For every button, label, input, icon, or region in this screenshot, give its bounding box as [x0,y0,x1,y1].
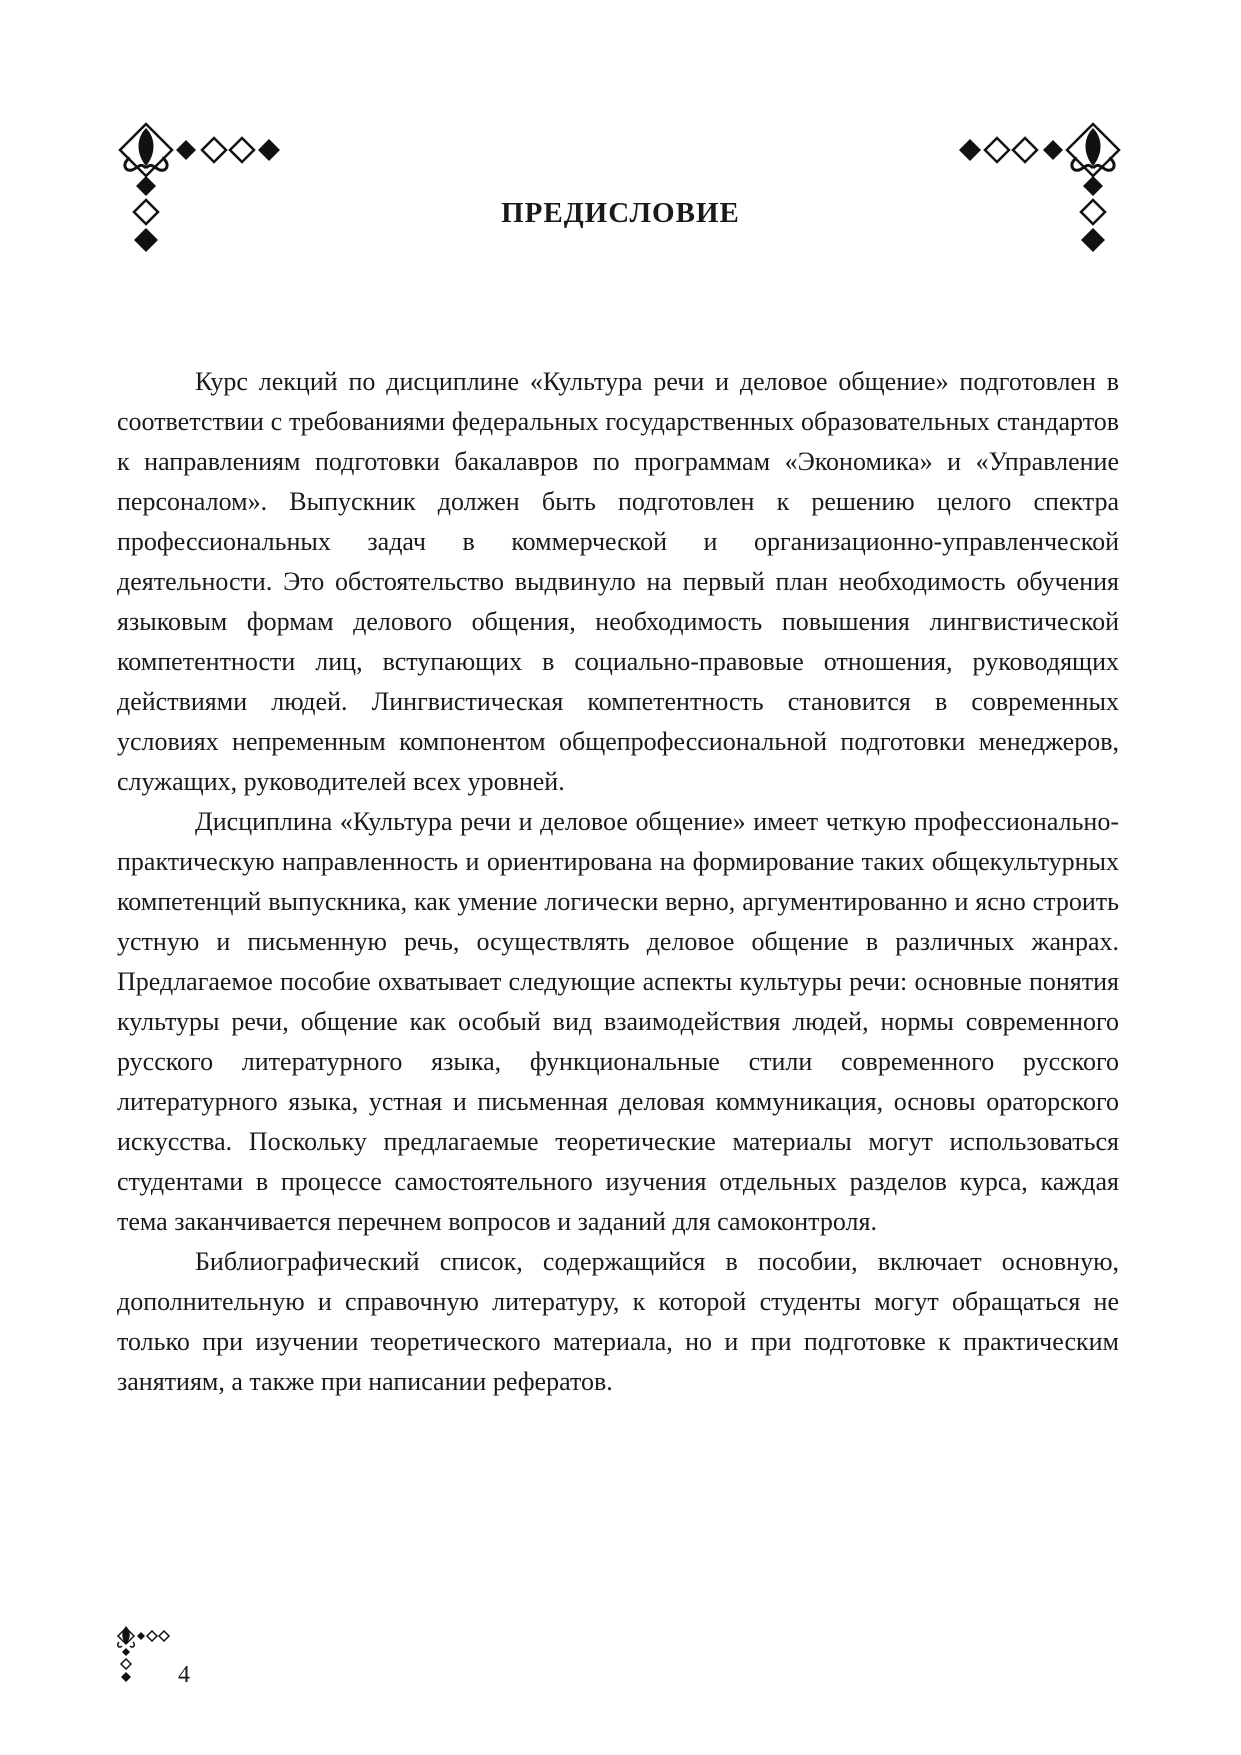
preface-body [117,362,1119,1402]
page-number: 4 [178,1662,190,1688]
paragraph-3: Библиографический список, содержащийся в пособии, включает основную, дополнительную и справочную литературу, к которой студенты могут обращаться не только при изучении теоретического материала, но и при подготовке к практическим занятиям, а также при написании рефератов. [117,1247,1119,1396]
page-title: ПРЕДИСЛОВИЕ [501,197,740,229]
paragraph-2: Дисциплина «Культура речи и деловое общение» имеет четкую профессионально-практическую направленность и ориентирована на формирование таких общекультурных компетенций выпускника, как умение логически верно, аргументированно и ясно строить устную и письменную речь, осуществлять деловое общение в различных жанрах. Предлагаемое пособие охватывает следующие аспекты культуры речи: основные понятия культуры речи, общение как особый вид взаимодействия людей, нормы современного русского литературного языка, функциональные стили современного русского литературного языка, устная и письменная деловая коммуникация, основы ораторского искусства. Поскольку предлагаемые теоретические материалы могут использоваться студентами в процессе самостоятельного изучения отдельных разделов курса, каждая тема заканчивается перечнем вопросов и заданий для самоконтроля. [117,807,1119,1236]
footer-ornament-icon [116,1622,182,1700]
paragraph-1: Курс лекций по дисциплине «Культура речи и деловое общение» подготовлен в соответствии с требованиями федеральных государственных образовательных стандартов к направлениям подготовки бакалавров по программам «Экономика» и «Управление персоналом». Выпускник должен быть подготовлен к решению целого спектра профессиональных задач в коммерческой и организационно-управленческой деятельности. Это обстоятельство выдвинуло на первый план необходимость обучения языковым формам делового общения, необходимость повышения лингвистической компетентности лиц, вступающих в социально-правовые отношения, руководящих действиями людей. Лингвистическая компетентность становится в современных условиях непременным компонентом общепрофессиональной подготовки менеджеров, служащих, руководителей всех уровней. [117,367,1119,796]
